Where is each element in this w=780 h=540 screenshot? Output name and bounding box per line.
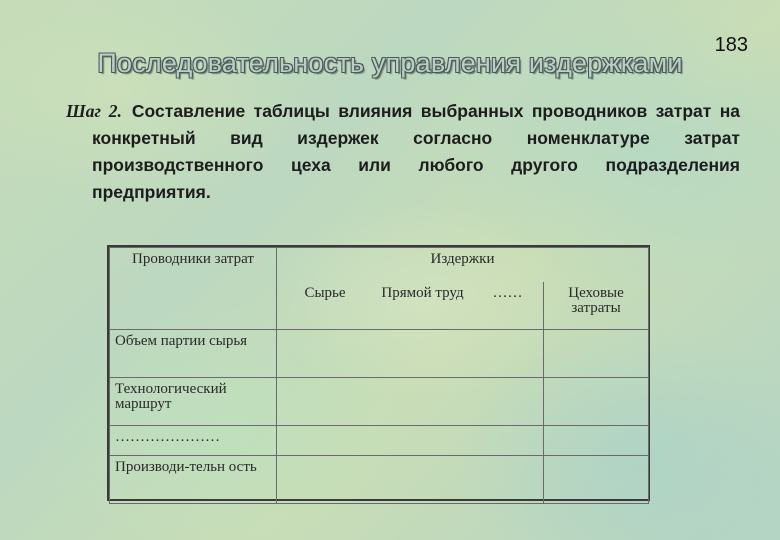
table-row xyxy=(110,456,649,504)
row-label: Производи-тельн ость xyxy=(110,456,277,504)
table-header-row xyxy=(110,248,649,282)
col-header-ellipsis: …… xyxy=(472,282,544,330)
table-row xyxy=(110,426,649,456)
slide-title: Последовательность управления издержками xyxy=(97,48,683,78)
table-row xyxy=(110,330,649,378)
table-row xyxy=(110,378,649,426)
table-cell xyxy=(374,426,472,456)
table-cell xyxy=(472,330,544,378)
table-cell xyxy=(374,378,472,426)
step-label: Шаг 2. xyxy=(66,101,122,121)
table-cell xyxy=(544,426,649,456)
page-number: 183 xyxy=(714,34,748,56)
step-paragraph xyxy=(66,98,740,206)
row-label: ………………… xyxy=(110,426,277,456)
table-cell xyxy=(544,378,649,426)
table-cell xyxy=(277,330,374,378)
table-cell xyxy=(544,330,649,378)
table-cell xyxy=(374,330,472,378)
group-header: Издержки xyxy=(277,248,649,282)
table-cell xyxy=(277,378,374,426)
row-label: Технологический маршрут xyxy=(110,378,277,426)
col-header-shop-costs: Цеховые затраты xyxy=(544,282,649,330)
col-header-direct-labor: Прямой труд xyxy=(374,282,472,330)
table-cell xyxy=(277,426,374,456)
row-label: Объем партии сырья xyxy=(110,330,277,378)
cost-table xyxy=(109,247,649,504)
table-cell xyxy=(472,426,544,456)
table-cell xyxy=(544,456,649,504)
table-cell xyxy=(472,456,544,504)
step-text: Составление таблицы влияния выбранных проводников затрат на конкретный вид издержек согласно номенклатуре затрат производственного цеха или любого другого подразделения предприятия. xyxy=(92,101,740,202)
cost-drivers-table xyxy=(107,245,650,501)
table-cell xyxy=(374,456,472,504)
corner-header: Проводники затрат xyxy=(110,248,277,330)
col-header-raw-materials: Сырье xyxy=(277,282,374,330)
table-cell xyxy=(472,378,544,426)
table-cell xyxy=(277,456,374,504)
